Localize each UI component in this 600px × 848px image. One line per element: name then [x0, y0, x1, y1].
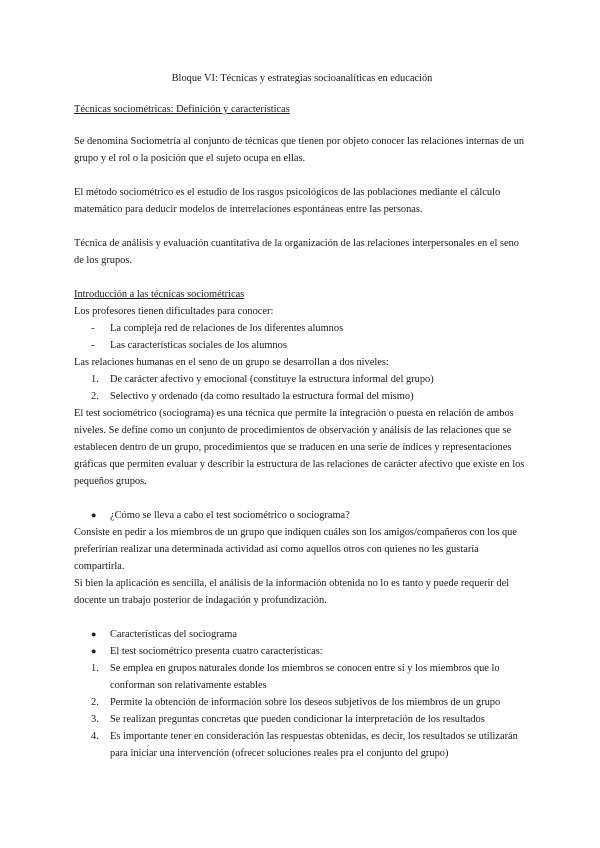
list-number: 2.	[91, 697, 99, 708]
bullet-marker: ●	[91, 510, 97, 520]
document-title: Bloque VI: Técnicas y estrategias socioanalíticas en educación	[171, 73, 433, 84]
list-number: 3.	[91, 714, 99, 725]
list-item-text: Se emplea en grupos naturales donde los miembros se conocen entre sí y los miembros que lo conforman son relativamente estables	[110, 663, 500, 691]
dash-marker: -	[91, 340, 95, 351]
paragraph-consiste: Consiste en pedir a los miembros de un grupo que indiquen cuáles son los amigos/compañeros con los que preferirían realizar una determinada actividad así como aquellos otros con quienes no les gustaría compartirla.	[74, 527, 517, 572]
list-item-text: De carácter afectivo y emocional (constituye la estructura informal del grupo)	[110, 374, 434, 385]
list-item	[74, 711, 530, 728]
list-item-text: El test sociométrico presenta cuatro características:	[110, 646, 323, 657]
list-item-text: Selectivo y ordenado (da como resultado la estructura formal del mismo)	[110, 391, 414, 402]
paragraph-metodo: El método sociométrico es el estudio de los rasgos psicológicos de las poblaciones mediante el cálculo matemático para deducir modelos de interrelaciones espontáneas entre las personas.	[74, 187, 501, 215]
list-item-text: La compleja red de relaciones de los diferentes alumnos	[110, 323, 344, 334]
section-heading-definicion: Técnicas sociométricas: Definición y características	[74, 104, 290, 115]
list-item	[74, 388, 530, 405]
list-item	[74, 371, 530, 388]
characteristics-bullets	[74, 626, 530, 660]
list-number: 1.	[91, 663, 99, 674]
list-item-text: Es importante tener en consideración las respuestas obtenidas, es decir, los resultados se utilizarán para iniciar una intervención (ofrecer soluciones reales pra el conjunto del grupo)	[110, 731, 518, 759]
dash-list	[74, 320, 530, 354]
paragraph-tecnica: Técnica de análisis y evaluación cuantitativa de la organización de las relaciones interpersonales en el seno de los grupos.	[74, 238, 519, 266]
list-item-text: Las características sociales de los alumnos	[110, 340, 287, 351]
list-item	[74, 660, 530, 694]
list-item	[74, 694, 530, 711]
list-item-text: Características del sociograma	[110, 629, 237, 640]
section-heading-introduccion: Introducción a las técnicas sociométricas	[74, 289, 245, 300]
list-number: 4.	[91, 731, 99, 742]
characteristics-list	[74, 660, 530, 762]
list-item-text: Se realizan preguntas concretas que pueden condicionar la interpretación de los resultados	[110, 714, 485, 725]
document-content	[74, 70, 530, 762]
levels-line: Las relaciones humanas en el seno de un grupo se desarrollan a dos niveles:	[74, 357, 389, 368]
intro-line: Los profesores tienen dificultades para conocer:	[74, 306, 274, 317]
list-item	[74, 337, 530, 354]
list-item	[74, 320, 530, 337]
list-number: 2.	[91, 391, 99, 402]
list-item	[74, 643, 530, 660]
paragraph-test-sociometrico: El test sociométrico (sociograma) es una técnica que permite la integración o puesta en relación de ambos niveles. Se define como un conjunto de procedimientos de observación y análisis de las relaciones que se establecen dentro de un grupo, procedimientos que se traducen en una serie de índices y representaciones gráficas que permiten evaluar y describir la estructura de las relaciones de carácter afectivo que existe en los pequeños grupos.	[74, 408, 525, 487]
paragraph-sociometria: Se denomina Sociometría al conjunto de técnicas que tienen por objeto conocer las relaciones internas de un grupo y el rol o la posición que el sujeto ocupa en ellas.	[74, 136, 525, 164]
list-item	[74, 626, 530, 643]
list-item-text: Permite la obtención de información sobre los deseos subjetivos de los miembros de un grupo	[110, 697, 501, 708]
question-list	[74, 507, 530, 524]
list-item	[74, 507, 530, 524]
list-item-text: ¿Cómo se lleva a cabo el test sociométrico o sociograma?	[110, 510, 350, 521]
bullet-marker: ●	[91, 646, 97, 656]
bullet-marker: ●	[91, 629, 97, 639]
dash-marker: -	[91, 323, 95, 334]
list-item	[74, 728, 530, 762]
levels-list	[74, 371, 530, 405]
paragraph-aplicacion: Si bien la aplicación es sencilla, el análisis de la información obtenida no lo es tanto y puede requerir del docente un trabajo posterior de indagación y profundización.	[74, 578, 510, 606]
list-number: 1.	[91, 374, 99, 385]
